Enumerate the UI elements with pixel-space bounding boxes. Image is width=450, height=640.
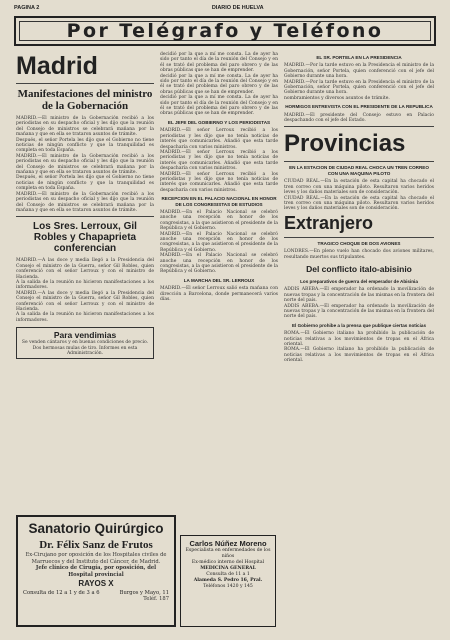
paragraph: MADRID.—El señor Lerroux salió esta mañana con dirección a Barcelona, donde permanecerá varios días.	[160, 286, 278, 303]
headline-choque-aviones: TRAGICO CHOQUE DE DOS AVIONES	[317, 240, 401, 246]
column-2	[160, 52, 278, 302]
ad-rayos: RAYOS X	[78, 579, 114, 589]
ad-service: MEDICINA GENERAL	[200, 566, 256, 571]
paragraph: MADRID.—Por la tarde estuvo en la Presidencia el ministro de la Gobernación, señor Portela, quien conferenció con el jefe del Gobierno durante una hora.	[284, 79, 434, 96]
headline-jefe-gobierno: EL JEFE DEL GOBIERNO Y LOS PERIODISTAS	[167, 119, 271, 125]
ad-specialty: Especialista en enfermedades de los niños	[185, 548, 271, 559]
ad-doctor-name: Dr. Félix Sanz de Frutos	[39, 539, 153, 551]
classified-vendimias	[16, 327, 154, 359]
ad-consulta: Consulta de 12 a 1 y de 3 a 6	[23, 590, 100, 597]
page-number: PAGINA 2	[14, 5, 40, 11]
headline-prensa: El Gobierno prohibe a la prensa que publique ciertas noticias	[291, 322, 426, 328]
banner-title: Por Telégrafo y Teléfono	[66, 20, 384, 42]
paragraph: MADRID.—A las doce y media llegó a la Presidencia del Consejo el ministro de la Guerra, señor Gil Robles, quien conferenció con el señor Lerroux y con el ministro de Hacienda.	[16, 258, 154, 280]
paragraph: A la salida de la reunión no hicieron manifestaciones a los informadores.	[16, 279, 154, 291]
divider	[16, 83, 154, 84]
article-presidente	[284, 113, 434, 124]
paragraph: Después, el señor Portela les dijo que el Gobierno no tiene noticias de ningún conflicto y que la tranquilidad es completa en toda España.	[16, 175, 154, 192]
paragraph: MADRID.—El señor Lerroux recibió a los periodistas y les dijo que no tenía noticias de interés que comunicarles. Añadió que esta tarde despacharía con varios ministros.	[160, 171, 278, 193]
paragraph: MADRID.—El ministro de la Gobernación recibió a los periodistas en su despacho oficial y les dijo que la reunión del Consejo de ministros se celebrará mañana por la mañana y que en ella se trataron asuntos de trámite.	[16, 191, 154, 213]
headline-marcha: LA MARCHA DEL SR. LERROUX	[183, 277, 255, 283]
divider	[284, 161, 434, 162]
ad-position: Jefe clínico de Cirugía, por oposición, del Hospital provincial	[35, 565, 157, 578]
headline-conflicto: Del conflicto italo-abisinio	[306, 263, 412, 274]
ad-sanatorio	[16, 515, 176, 627]
paragraph: decidió por la que a mí me consta. La de ayer ha sido por tanto el día de la reunión del Consejo y en él se trató del problema del paro obrero y de las obras públicas que se han de emprender.	[160, 95, 278, 117]
article-preparativos	[284, 287, 434, 319]
divider	[284, 126, 434, 127]
ad-telephone: Teléfonos 1420 y 145	[203, 584, 253, 589]
paragraph: MADRID.—A las doce y media llegó a la Presidencia del Consejo el ministro de la Guerra, señor Gil Robles, quien conferenció con el señor Lerroux y con el ministro de Hacienda.	[16, 290, 154, 312]
paragraph: CIUDAD REAL.—En la estación de esta capital ha chocado el tren correo con una máquina piloto. Resultaron varios heridos leves y los daños materiales son de consideración.	[284, 195, 434, 212]
paragraph: Después, el señor Portela les dijo que el Gobierno no tiene noticias de ningún conflicto y que la tranquilidad es completa en toda España.	[16, 137, 154, 154]
paragraph: MADRID.—El presidente del Consejo estuvo en Palacio despachando con el jefe del Estado.	[284, 112, 434, 124]
headline-gobernacion: Manifestaciones del ministro de la Gobernación	[17, 88, 153, 112]
paragraph: decidió por la que a mí me consta. La de ayer ha sido por tanto el día de la reunión del Consejo y en él se trató del problema del paro obrero y de las obras públicas que se han de emprender.	[160, 52, 278, 74]
column-1	[16, 52, 154, 359]
paragraph: MADRID.—En el Palacio Nacional se celebró anoche una recepción en honor de los congresistas, a la que asistieron el presidente de la República y el Gobierno.	[160, 209, 278, 232]
headline-portela: EL SR. PORTELA EN LA PRESIDENCIA	[316, 55, 402, 60]
ad-address: Burgos y Mayo, 11	[119, 590, 169, 597]
ad-carlos-nunez	[180, 535, 276, 627]
ad-address: Alameda S. Pedro 16, Pral.	[193, 578, 263, 583]
section-title-extranjero: Extranjero	[284, 212, 374, 233]
article-marcha	[160, 286, 278, 302]
paragraph: CIUDAD REAL.—En la estación de esta capital ha chocado el tren correo con una máquina piloto. Resultaron varios heridos leves y los daños materiales son de consideración.	[284, 179, 434, 196]
article-continuation	[160, 52, 278, 117]
paragraph: A la salida de la reunión no hicieron manifestaciones a los informadores.	[16, 312, 154, 323]
ad-telephone: Teléf. 187	[143, 596, 169, 603]
paragraph: MADRID.—El ministro de la Gobernación recibió a los periodistas en su despacho oficial y les dijo que la reunión del Consejo de ministros se celebrará mañana por la mañana y que en ella se trataron asuntos de trámite.	[16, 116, 154, 138]
ad-doctor-name: Carlos Núñez Moreno	[189, 539, 267, 548]
article-lerroux	[16, 258, 154, 323]
article-choque-aviones	[284, 249, 434, 260]
paragraph: ROMA.—El Gobierno italiano ha prohibido la publicación de noticias relativas a los movimientos de tropas en el África oriental.	[284, 331, 434, 347]
paragraph: MADRID.—Por la tarde estuvo en la Presidencia el ministro de la Gobernación, señor Portela, quien conferenció con el jefe del Gobierno durante una hora.	[284, 63, 434, 80]
paragraph: MADRID.—En el Palacio Nacional se celebró anoche una recepción en honor de los congresistas, a la que asistieron el presidente de la República y el Gobierno.	[160, 231, 278, 253]
paragraph: ROMA.—El Gobierno italiano ha prohibido la publicación de noticias relativas a los movimientos de tropas en el África oriental.	[284, 347, 434, 364]
article-jefe-gobierno	[160, 128, 278, 193]
headline-presidente: HORMIGOS ENTREVISTA CON EL PRESIDENTE DE LA REPUBLICA	[285, 104, 433, 110]
paragraph: MADRID.—El ministro de la Gobernación recibió a los periodistas en su despacho oficial y les dijo que la reunión del Consejo de ministros se celebrará mañana por la mañana y que en ella se trataron asuntos de trámite.	[16, 153, 154, 176]
article-gobernacion	[16, 116, 154, 213]
headline-lerroux: Los Sres. Lerroux, Gil Robles y Chapaprieta conferencian	[33, 221, 137, 255]
paragraph: LONDRES.—En pleno vuelo han chocado dos aviones militares, resultando muertos sus tripulantes.	[284, 249, 434, 260]
headline-preparativos: Los preparativos de guerra del emperador de Abisinia	[300, 278, 418, 284]
divider	[284, 237, 434, 238]
section-title-madrid: Madrid	[16, 52, 98, 80]
paragraph: MADRID.—En el Palacio Nacional se celebró anoche una recepción en honor de los congresistas, a la que asistieron el presidente de la República y el Gobierno.	[160, 253, 278, 275]
divider	[16, 216, 154, 217]
ad-title: Sanatorio Quirúrgico	[28, 521, 164, 536]
paragraph: ADDIS ABEBA.—El emperador ha ordenado la movilización de nuevas tropas y la concentración de las mismas en la frontera del norte del país.	[284, 287, 434, 304]
article-prensa	[284, 331, 434, 363]
paragraph: MADRID.—El señor Lerroux recibió a los periodistas y les dijo que no tenía noticias de interés que comunicarles. Añadió que esta tarde despacharía con varios ministros.	[160, 128, 278, 150]
classified-text: Se venden cántaros y en buenas condiciones de precio. Dos hermosas mulas de tiro. Informes en esta Administración.	[21, 340, 149, 356]
masthead-name: DIARIO DE HUELVA	[211, 5, 264, 11]
section-title-provincias: Provincias	[284, 130, 406, 158]
classified-title: Para vendimias	[53, 330, 117, 341]
column-3	[284, 52, 434, 364]
running-header	[14, 3, 436, 13]
ad-hours: Consulta de 11 a 1	[206, 572, 250, 577]
ad-credentials: Ex-Cirujano por oposición de los Hospitales civiles de Marruecos y del Instituto del Cáncer, de Madrid.	[25, 552, 167, 565]
headline-recepcion: RECEPCION EN EL PALACIO NACIONAL EN HONOR DE LOS CONGRESISTAS DE ESTUDIOS	[161, 196, 277, 207]
ad-credentials: Ex-médico interno del Hospital	[191, 560, 265, 565]
paragraph: MADRID.—El señor Lerroux recibió a los periodistas y les dijo que no tenía noticias de interés que comunicarles. Añadió que esta tarde despacharía con varios ministros.	[160, 149, 278, 172]
headline-ciudad-real: EN LA ESTACION DE CIUDAD REAL CHOCA UN TREN CORREO CON UNA MAQUINA PILOTO	[289, 165, 429, 176]
section-banner	[14, 16, 436, 46]
article-ciudad-real	[284, 179, 434, 211]
article-recepcion	[160, 210, 278, 275]
paragraph: decidió por la que a mí me consta. La de ayer ha sido por tanto el día de la reunión del Consejo y en él se trató del problema del paro obrero y de las obras públicas que se han de emprender.	[160, 73, 278, 95]
paragraph: ADDIS ABEBA.—El emperador ha ordenado la movilización de nuevas tropas y la concentración de las mismas en la frontera del norte del país.	[284, 303, 434, 320]
paragraph: nombramientos y diversos asuntos de trámite.	[284, 95, 390, 101]
article-portela	[284, 63, 434, 101]
